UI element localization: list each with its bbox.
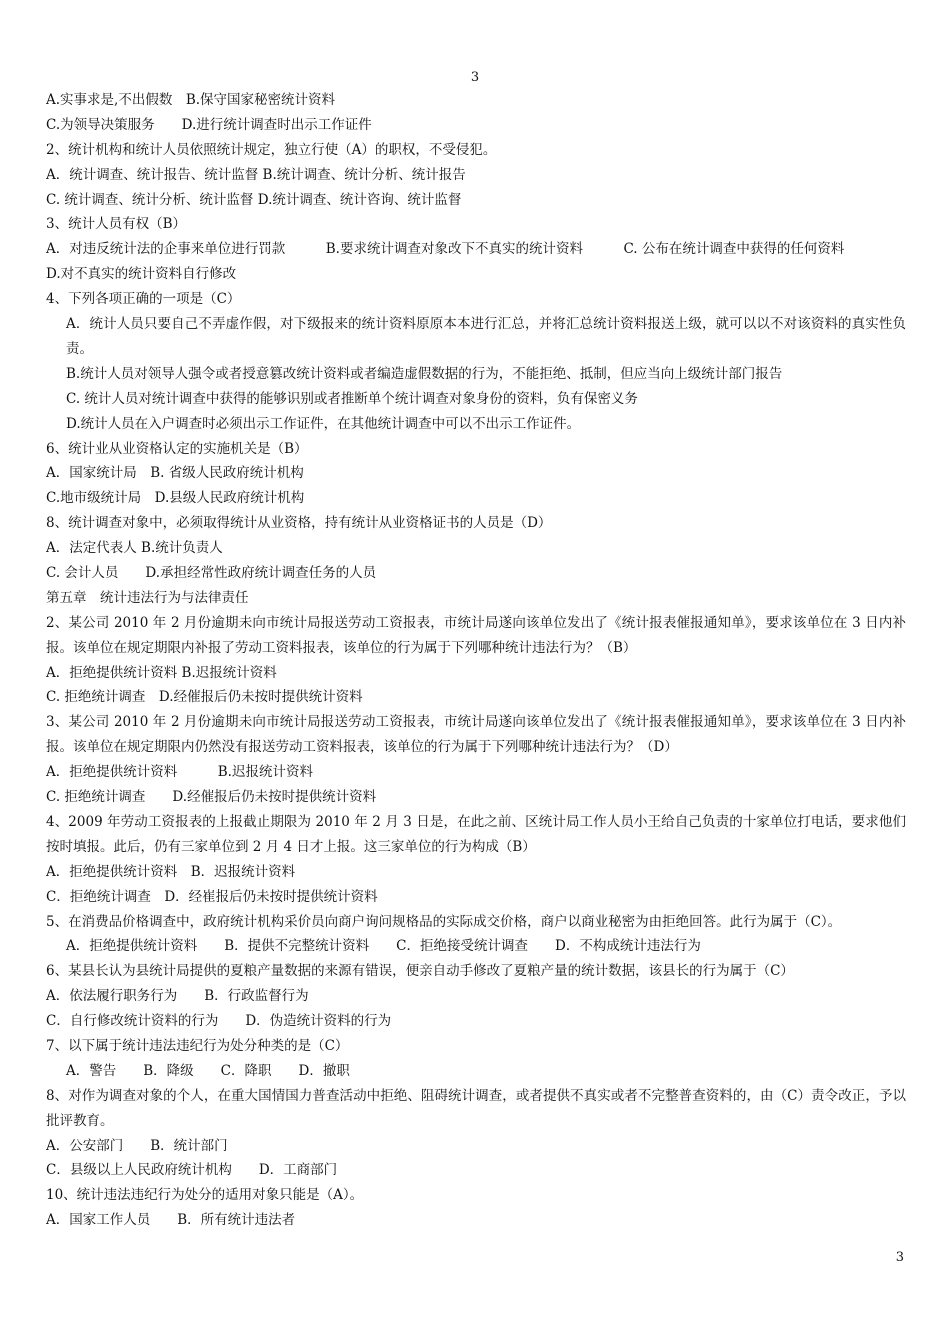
text-line: C. 拒绝统计调查 D.经催报后仍未按时提供统计资料	[46, 689, 363, 706]
text-line: A．拒绝提供统计资料 B．迟报统计资料	[46, 863, 296, 880]
text-line: C. 拒绝统计调查 D.经催报后仍未按时提供统计资料	[46, 789, 377, 806]
text-line: 8、对作为调查对象的个人，在重大国情国力普查活动中拒绝、阻碍统计调查，或者提供不真实或者不完整普查资料的，由（C）责令改正，予以批评教育。	[46, 1087, 906, 1129]
text-line: C．拒绝统计调查 D．经崔报后仍未按时提供统计资料	[46, 888, 378, 905]
text-line: A．依法履行职务行为 B．行政监督行为	[46, 988, 309, 1005]
text-line: A.实事求是,不出假数 B.保守国家秘密统计资料	[46, 92, 336, 108]
text-line: C. 统计调查、统计分析、统计监督 D.统计调查、统计咨询、统计监督	[46, 191, 462, 208]
text-line: 5、在消费品价格调查中，政府统计机构采价员向商户询问规格品的实际成交价格，商户以商业秘密为由拒绝回答。此行为属于（C）。	[46, 913, 842, 930]
text-line: 2、统计机构和统计人员依照统计规定，独立行使（A）的职权，不受侵犯。	[46, 141, 497, 158]
text-line: 3、统计人员有权（B）	[46, 216, 187, 233]
text-line: D.对不真实的统计资料自行修改	[46, 266, 237, 283]
text-line: 6、统计业从业资格认定的实施机关是（B）	[46, 440, 308, 457]
text-line: A．国家统计局 B. 省级人民政府统计机构	[46, 465, 304, 482]
text-line: 第五章 统计违法行为与法律责任	[46, 589, 249, 606]
text-line: A．拒绝提供统计资料 B．提供不完整统计资料 C．拒绝接受统计调查 D．不构成统计违法行为	[66, 938, 701, 955]
text-line: 4、下列各项正确的一项是（C）	[46, 291, 241, 308]
text-line: A．统计人员只要自己不弄虚作假，对下级报来的统计资料原原本本进行汇总，并将汇总统计资料报送上级，就可以以不对该资料的真实性负责。	[66, 316, 906, 357]
text-line: 6、某县长认为县统计局提供的夏粮产量数据的来源有错误，便亲自动手修改了夏粮产量的统计数据，该县长的行为属于（C）	[46, 963, 794, 980]
text-line: 7、以下属于统计违法违纪行为处分种类的是（C）	[46, 1037, 349, 1054]
page-number-bottom: 3	[895, 1250, 904, 1265]
text-line: C．自行修改统计资料的行为 D．伪造统计资料的行为	[46, 1013, 392, 1030]
text-line: A．警告 B．降级 C．降职 D．撤职	[66, 1062, 350, 1079]
text-line: 4、2009 年劳动工资报表的上报截止期限为 2010 年 2 月 3 日是，在此之前、区统计局工作人员小王给自己负责的十家单位打电话，要求他们按时填报。此后，仍有三家单位到 2 月 4 日才上报。这三家单位的行为构成（B）	[46, 813, 906, 855]
text-line: C. 会计人员 D.承担经常性政府统计调查任务的人员	[46, 564, 377, 581]
text-line: C．县级以上人民政府统计机构 D．工商部门	[46, 1162, 338, 1179]
text-line: 8、统计调查对象中，必须取得统计从业资格，持有统计从业资格证书的人员是（D）	[46, 515, 552, 532]
text-line: D.统计人员在入户调查时必须出示工作证件，在其他统计调查中可以不出示工作证件。	[66, 415, 581, 432]
page-number-top: 3	[470, 70, 480, 85]
text-line: C. 统计人员对统计调查中获得的能够识别或者推断单个统计调查对象身份的资料，负有保密义务	[66, 390, 638, 407]
text-line: 10、统计违法违纪行为处分的适用对象只能是（A）。	[46, 1187, 364, 1204]
text-line: A．公安部门 B．统计部门	[46, 1137, 228, 1154]
text-line: B.统计人员对领导人强令或者授意篡改统计资料或者编造虚假数据的行为，不能拒绝、抵制，但应当向上级统计部门报告	[66, 365, 783, 382]
text-line: A．法定代表人 B.统计负责人	[46, 540, 223, 557]
text-line: 3、某公司 2010 年 2 月份逾期未向市统计局报送劳动工资报表，市统计局遂向该单位发出了《统计报表催报通知单》，要求该单位在 3 日内补报。该单位在规定期限内仍然没有报送劳动工资料报表，该单位的行为属于下列哪种统计违法行为？（D）	[46, 714, 906, 756]
text-line: C.为领导决策服务 D.进行统计调查时出示工作证件	[46, 116, 372, 133]
text-line: A．拒绝提供统计资料 B.迟报统计资料	[46, 764, 313, 781]
text-line: A．拒绝提供统计资料 B.迟报统计资料	[46, 664, 277, 681]
document-body	[46, 88, 906, 1233]
text-line: C.地市级统计局 D.县级人民政府统计机构	[46, 490, 305, 507]
text-line: A．对违反统计法的企事来单位进行罚款 B.要求统计调查对象改下不真实的统计资料 C. 公布在统计调查中获得的任何资料	[46, 241, 845, 258]
text-line: A．统计调查、统计报告、统计监督 B.统计调查、统计分析、统计报告	[46, 166, 466, 183]
text-line: 2、某公司 2010 年 2 月份逾期未向市统计局报送劳动工资报表，市统计局遂向该单位发出了《统计报表催报通知单》，要求该单位在 3 日内补报。该单位在规定期限内补报了劳动工资料报表，该单位的行为属于下列哪种统计违法行为？（B）	[46, 614, 906, 656]
text-line: A．国家工作人员 B．所有统计违法者	[46, 1212, 296, 1229]
